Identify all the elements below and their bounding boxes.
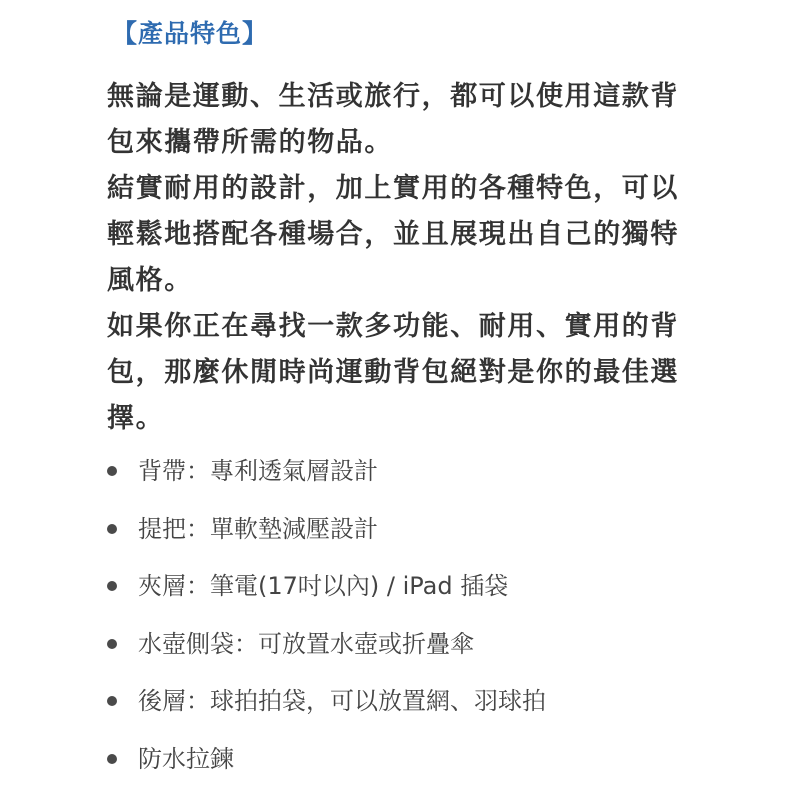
feature-text: 後層：球拍拍袋，可以放置網、羽球拍 — [138, 687, 546, 715]
feature-item-compartment — [100, 565, 760, 623]
bullet-icon — [107, 466, 117, 476]
feature-item-strap — [100, 450, 760, 508]
bullet-icon — [107, 524, 117, 534]
bullet-icon — [107, 639, 117, 649]
intro-text — [107, 74, 707, 442]
feature-text: 夾層：筆電(17吋以內) / iPad 插袋 — [138, 572, 509, 600]
bullet-icon — [107, 754, 117, 764]
feature-item-handle — [100, 508, 760, 566]
feature-text: 防水拉鍊 — [138, 744, 234, 773]
feature-list — [100, 450, 760, 795]
intro-paragraph-1: 無論是運動、生活或旅行，都可以使用這款背包來攜帶所需的物品。 — [107, 81, 679, 158]
feature-item-zipper — [100, 738, 760, 796]
intro-paragraph-3: 如果你正在尋找一款多功能、耐用、實用的背包，那麼休閒時尚運動背包絕對是你的最佳選擇。 — [107, 311, 679, 434]
intro-paragraph-2: 結實耐用的設計，加上實用的各種特色，可以輕鬆地搭配各種場合，並且展現出自己的獨特風格。 — [107, 173, 679, 296]
feature-text: 背帶：專利透氣層設計 — [138, 457, 378, 485]
feature-item-bottle-pocket — [100, 623, 760, 681]
bullet-icon — [107, 581, 117, 591]
feature-text: 提把：單軟墊減壓設計 — [138, 514, 378, 543]
section-heading: 【產品特色】 — [112, 19, 269, 48]
feature-text: 水壺側袋：可放置水壺或折疊傘 — [138, 629, 474, 658]
bullet-icon — [107, 696, 117, 706]
feature-item-back-layer — [100, 680, 760, 738]
